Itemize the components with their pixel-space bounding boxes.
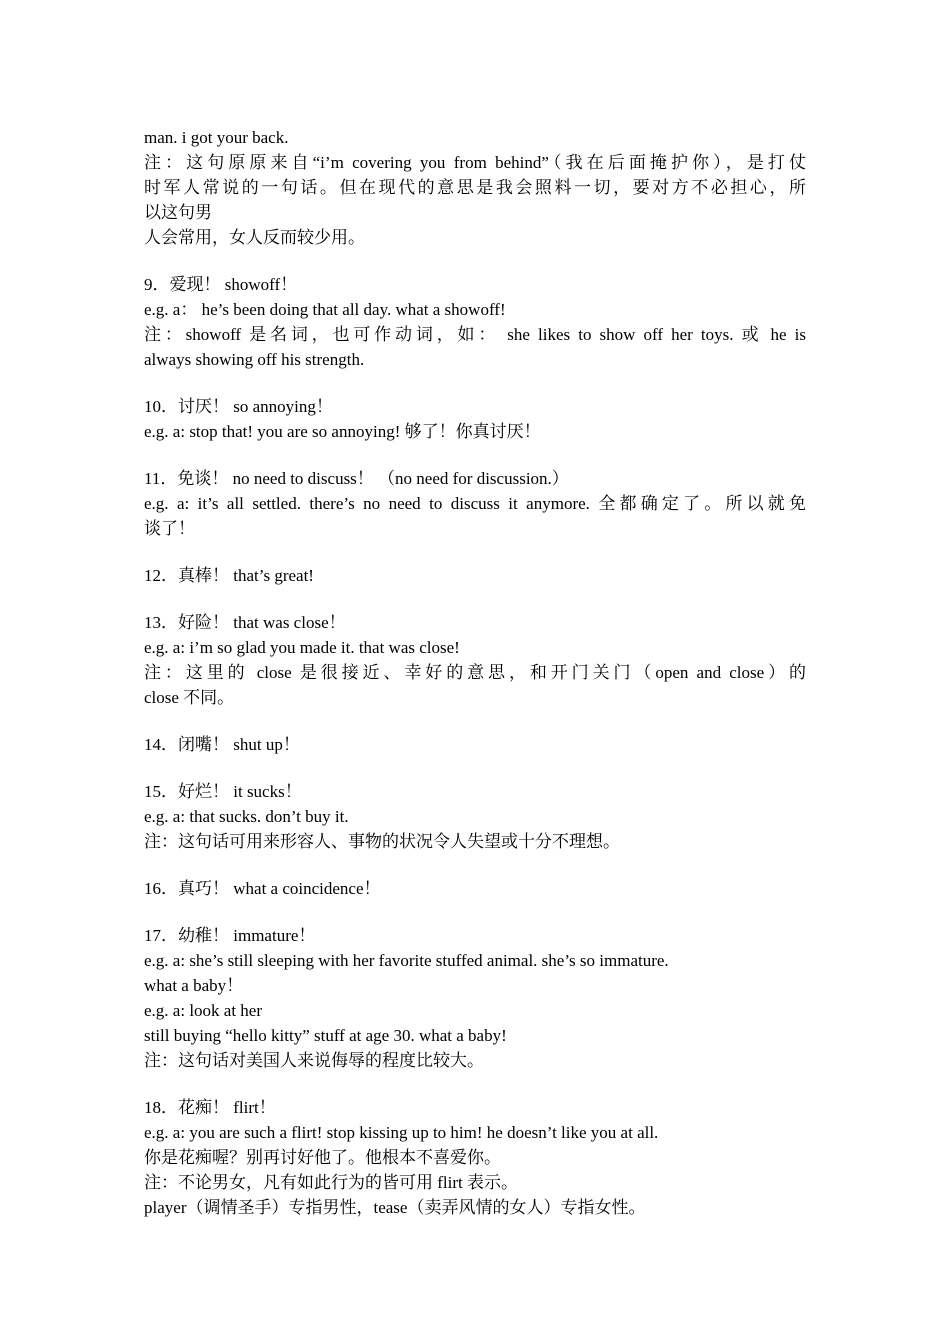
entry-heading: 12．真棒！ that’s great! xyxy=(144,566,314,585)
paragraph-gap xyxy=(144,588,806,610)
paragraph-gap xyxy=(144,372,806,394)
text-line: 以这句男 xyxy=(144,203,212,222)
example-line: e.g. a: it’s all settled. there’s no need to discuss it anymore. 全都确定了。所以就免 xyxy=(144,494,806,513)
example-line: e.g. a： he’s been doing that all day. what a showoff! xyxy=(144,300,506,319)
entry-heading: 10．讨厌！ so annoying！ xyxy=(144,397,333,416)
paragraph-gap xyxy=(144,541,806,563)
text-line: 人会常用，女人反而较少用。 xyxy=(144,228,365,247)
note-line: 注：这句话可用来形容人、事物的状况令人失望或十分不理想。 xyxy=(144,832,620,851)
note-line: 注：这句话对美国人来说侮辱的程度比较大。 xyxy=(144,1051,484,1070)
note-line: 注：showoff 是名词，也可作动词，如： she likes to show off her toys. 或 he is xyxy=(144,325,806,344)
entry-heading: 16．真巧！ what a coincidence！ xyxy=(144,879,381,898)
paragraph-gap xyxy=(144,854,806,876)
example-line: still buying “hello kitty” stuff at age 30. what a baby! xyxy=(144,1026,507,1045)
example-line: e.g. a: you are such a flirt! stop kissing up to him! he doesn’t like you at all. xyxy=(144,1123,659,1142)
paragraph-gap xyxy=(144,757,806,779)
document-body xyxy=(144,125,806,1220)
entry-heading: 18．花痴！ flirt！ xyxy=(144,1098,276,1117)
entry-heading: 13．好险！ that was close！ xyxy=(144,613,346,632)
example-line: e.g. a: that sucks. don’t buy it. xyxy=(144,807,349,826)
paragraph-gap xyxy=(144,250,806,272)
text-line: 时军人常说的一句话。但在现代的意思是我会照料一切，要对方不必担心，所 xyxy=(144,178,806,197)
entry-heading: 14．闭嘴！ shut up！ xyxy=(144,735,300,754)
paragraph-gap xyxy=(144,710,806,732)
paragraph-gap xyxy=(144,444,806,466)
example-line: e.g. a: i’m so glad you made it. that was close! xyxy=(144,638,460,657)
example-line: 你是花痴喔？别再讨好他了。他根本不喜爱你。 xyxy=(144,1148,501,1167)
example-line: what a baby！ xyxy=(144,976,244,995)
note-line: close 不同。 xyxy=(144,688,235,707)
paragraph-gap xyxy=(144,1073,806,1095)
note-line: 注：不论男女，凡有如此行为的皆可用 flirt 表示。 xyxy=(144,1173,518,1192)
text-line: man. i got your back. xyxy=(144,128,289,147)
example-line: 谈了！ xyxy=(144,519,195,538)
entry-heading: 9．爱现！ showoff！ xyxy=(144,275,298,294)
entry-heading: 11．免谈！ no need to discuss！ （no need for discussion.） xyxy=(144,469,569,488)
example-line: e.g. a: she’s still sleeping with her favorite stuffed animal. she’s so immature. xyxy=(144,951,669,970)
paragraph-gap xyxy=(144,901,806,923)
note-line: always showing off his strength. xyxy=(144,350,365,369)
text-line: 注：这句原原来自“i’m covering you from behind”（我在后面掩护你），是打仗 xyxy=(144,153,806,172)
entry-heading: 17．幼稚！ immature！ xyxy=(144,926,316,945)
note-line: player（调情圣手）专指男性，tease（卖弄风情的女人）专指女性。 xyxy=(144,1198,646,1217)
note-line: 注：这里的 close 是很接近、幸好的意思，和开门关门（open and close）的 xyxy=(144,663,806,682)
entry-heading: 15．好烂！ it sucks！ xyxy=(144,782,302,801)
example-line: e.g. a: stop that! you are so annoying! 够了！你真讨厌！ xyxy=(144,422,541,441)
example-line: e.g. a: look at her xyxy=(144,1001,263,1020)
